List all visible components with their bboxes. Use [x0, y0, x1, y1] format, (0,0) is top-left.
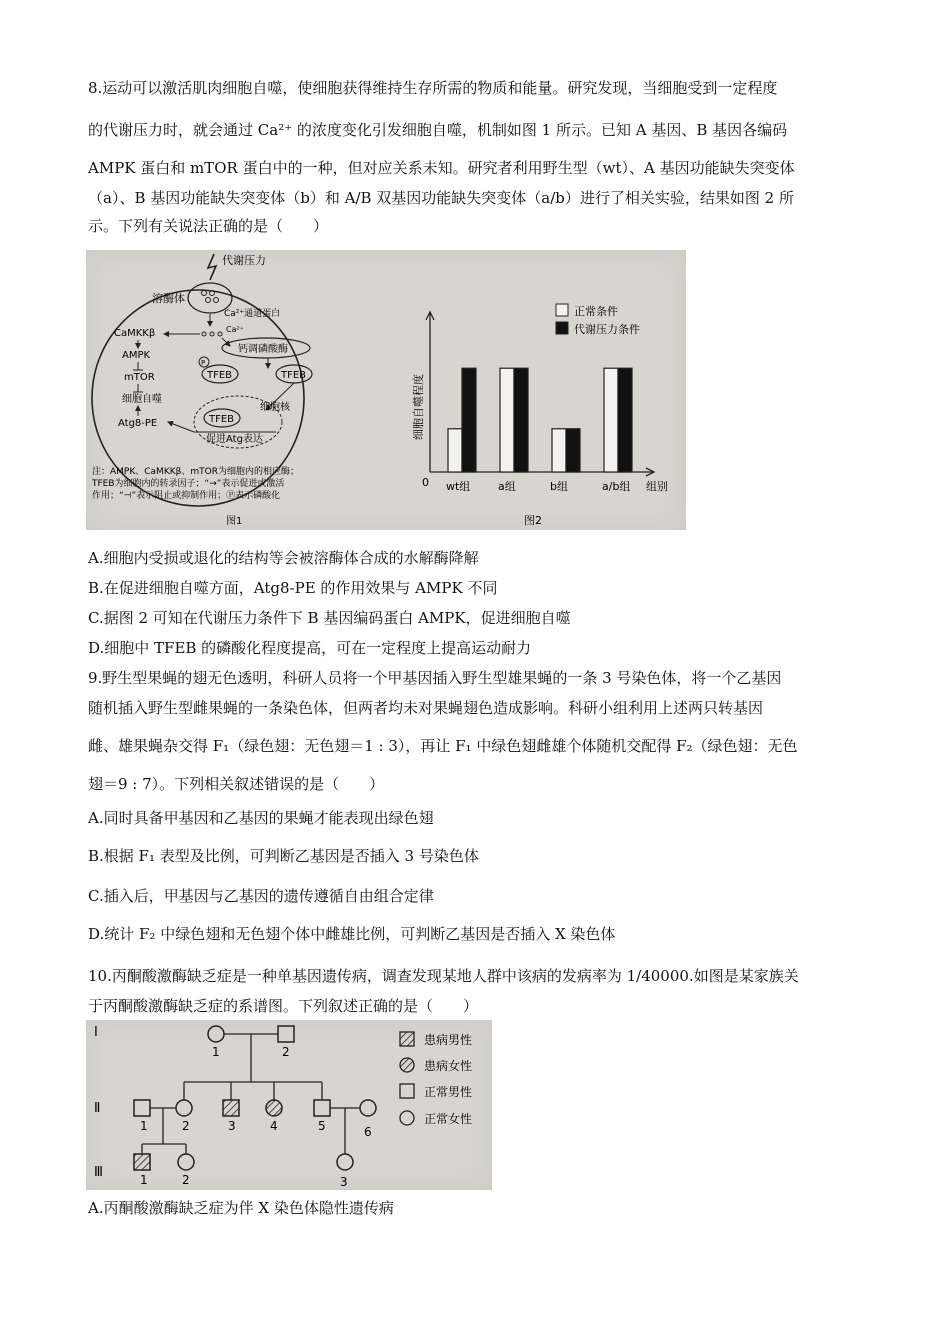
channel-label: Ca²⁺通道蛋白: [224, 309, 281, 319]
autophagy-label: 细胞自噬: [122, 394, 162, 405]
y-axis-label: 细胞自噬程度: [412, 374, 425, 440]
pedigree-chart: [86, 1020, 492, 1190]
q8-option-a: A.细胞内受损或退化的结构等会被溶酶体合成的水解酶降解: [88, 549, 479, 567]
fig1-caption: 图1: [226, 516, 243, 527]
pedigree-photo: [86, 1020, 492, 1190]
legend-affected-female: 患病女性: [424, 1059, 473, 1073]
II-3-number: 3: [228, 1119, 236, 1133]
fig1-note-line3: 作用；“⊣”表示阻止或抑制作用；Ⓟ表示磷酸化: [92, 491, 281, 501]
legend-affected-male-icon: [400, 1032, 414, 1046]
bar-b组-正常条件: [552, 429, 566, 472]
q9-stem-line-1: 9.野生型果蝇的翅无色透明，科研人员将一个甲基因插入野生型雄果蝇的一条 3 号染色体，将一个乙基因: [88, 669, 782, 687]
q8-option-b: B.在促进细胞自噬方面，Atg8-PE 的作用效果与 AMPK 不同: [88, 579, 498, 597]
legend-label-0: 正常条件: [574, 305, 618, 318]
III-2-normal-female: [178, 1154, 194, 1170]
stress-label: 代谢压力: [222, 254, 266, 267]
II-5-normal-male: [314, 1100, 330, 1116]
bar-a/b组-正常条件: [604, 368, 618, 472]
II-2-number: 2: [182, 1119, 190, 1133]
tfeb-nuclear-label: TFEB: [209, 414, 235, 425]
I-1-number: 1: [212, 1045, 220, 1059]
I-2-number: 2: [282, 1045, 290, 1059]
q9-option-a: A.同时具备甲基因和乙基因的果蝇才能表现出绿色翅: [88, 809, 434, 827]
figure2-bar-chart: [406, 250, 676, 530]
q9-option-b: B.根据 F₁ 表型及比例，可判断乙基因是否插入 3 号染色体: [88, 847, 479, 865]
II-1-normal-male: [134, 1100, 150, 1116]
phospho-p: P: [201, 359, 206, 367]
q8-stem-line-2: 的代谢压力时，就会通过 Ca²⁺ 的浓度变化引发细胞自噬，机制如图 1 所示。已知 A 基因、B 基因各编码: [88, 121, 788, 139]
category-label-0: wt组: [446, 480, 471, 493]
q9-stem-line-2: 随机插入野生型雌果蝇的一条染色体，但两者均未对果蝇翅色造成影响。科研小组利用上述两只转基因: [88, 699, 764, 717]
II-6-number: 6: [364, 1125, 372, 1139]
legend-normal-male: 正常男性: [424, 1085, 473, 1099]
bar-wt组-代谢压力条件: [462, 368, 476, 472]
q8-stem-line-1: 8.运动可以激活肌肉细胞自噬，使细胞获得维持生存所需的物质和能量。研究发现，当细胞受到一定程度: [88, 79, 778, 97]
gen-label-1: Ⅰ: [94, 1025, 98, 1040]
figure-photo-q8: [86, 250, 686, 530]
gen-label-3: Ⅲ: [94, 1165, 103, 1180]
III-1-number: 1: [140, 1173, 148, 1187]
q8-stem-line-5: 示。下列有关说法正确的是（ ）: [88, 217, 329, 235]
q10-stem-line-1: 10.丙酮酸激酶缺乏症是一种单基因遗传病，调查发现某地人群中该病的发病率为 1/40000.如图是某家族关: [88, 967, 799, 985]
fig1-note-line2: TFEB为细胞内的转录因子；“→”表示促进或激活: [92, 479, 285, 489]
bar-b组-代谢压力条件: [566, 429, 580, 472]
q8-stem-line-3: AMPK 蛋白和 mTOR 蛋白中的一种，但对应关系未知。研究者利用野生型（wt）、A 基因功能缺失突变体: [88, 159, 795, 177]
II-4-affected-female: [266, 1100, 282, 1116]
q9-option-d: D.统计 F₂ 中绿色翅和无色翅个体中雌雄比例，可判断乙基因是否插入 X 染色体: [88, 925, 616, 943]
gen-label-2: Ⅱ: [94, 1101, 101, 1116]
II-2-normal-female: [176, 1100, 192, 1116]
q10-option-a: A.丙酮酸激酶缺乏症为伴 X 染色体隐性遗传病: [88, 1199, 394, 1217]
lysosome-label: 溶酶体: [152, 292, 185, 305]
legend-normal-female-icon: [400, 1111, 414, 1125]
origin-label: 0: [422, 476, 429, 489]
III-3-normal-female: [337, 1154, 353, 1170]
category-label-3: a/b组: [602, 480, 631, 493]
tfeb-phospho-label: TFEB: [207, 370, 233, 381]
II-3-affected-male: [223, 1100, 239, 1116]
q9-stem-line-3: 雌、雄果蝇杂交得 F₁（绿色翅：无色翅＝1 : 3），再让 F₁ 中绿色翅雌雄个体随机交配得 F₂（绿色翅：无色: [88, 737, 798, 755]
q9-option-c: C.插入后，甲基因与乙基因的遗传遵循自由组合定律: [88, 887, 434, 905]
camkk-label: CaMKKβ: [114, 328, 156, 339]
III-3-number: 3: [340, 1175, 348, 1189]
lightning-icon: [208, 254, 216, 280]
legend-affected-female-icon: [400, 1058, 414, 1072]
I-2-normal-male: [278, 1026, 294, 1042]
q8-option-c: C.据图 2 可知在代谢压力条件下 B 基因编码蛋白 AMPK，促进细胞自噬: [88, 609, 571, 627]
q8-stem-line-4: （a）、B 基因功能缺失突变体（b）和 A/B 双基因功能缺失突变体（a/b）进行了相关实验，结果如图 2 所: [88, 189, 794, 207]
tfeb-label: TFEB: [281, 370, 307, 381]
II-5-number: 5: [318, 1119, 326, 1133]
bar-a/b组-代谢压力条件: [618, 368, 632, 472]
mtor-label: mTOR: [124, 372, 155, 383]
I-1-normal-female: [208, 1026, 224, 1042]
calcineurin-label: 钙调磷酸酶: [238, 344, 288, 355]
category-label-1: a组: [498, 480, 516, 493]
atg-expr-label: 促进Atg表达: [206, 434, 263, 445]
fig1-note-line1: 注：AMPK、CaMKKβ、mTOR为细胞内的相应酶；: [92, 467, 299, 477]
III-2-number: 2: [182, 1173, 190, 1187]
q9-stem-line-4: 翅＝9 : 7）。下列相关叙述错误的是（ ）: [88, 775, 385, 793]
III-1-affected-male: [134, 1154, 150, 1170]
legend-affected-male: 患病男性: [424, 1033, 473, 1047]
legend-normal-female: 正常女性: [424, 1112, 473, 1126]
bar-wt组-正常条件: [448, 429, 462, 472]
x-axis-label: 组别: [646, 480, 668, 493]
atg8-label: Atg8-PE: [118, 418, 158, 429]
legend-swatch-0: [556, 304, 568, 316]
q10-stem-line-2: 于丙酮酸激酶缺乏症的系谱图。下列叙述正确的是（ ）: [88, 997, 479, 1015]
ca-label: Ca²⁺: [226, 325, 244, 334]
ampk-label: AMPK: [122, 350, 151, 361]
legend-normal-male-icon: [400, 1084, 414, 1098]
II-1-number: 1: [140, 1119, 148, 1133]
category-label-2: b组: [550, 480, 568, 493]
nucleus-label: 细胞核: [260, 402, 290, 413]
fig2-caption: 图2: [524, 514, 542, 527]
q8-option-d: D.细胞中 TFEB 的磷酸化程度提高，可在一定程度上提高运动耐力: [88, 639, 532, 657]
legend-label-1: 代谢压力条件: [574, 323, 640, 336]
II-4-number: 4: [270, 1119, 278, 1133]
bar-a组-正常条件: [500, 368, 514, 472]
legend-swatch-1: [556, 322, 568, 334]
II-6-normal-female: [360, 1100, 376, 1116]
bar-a组-代谢压力条件: [514, 368, 528, 472]
